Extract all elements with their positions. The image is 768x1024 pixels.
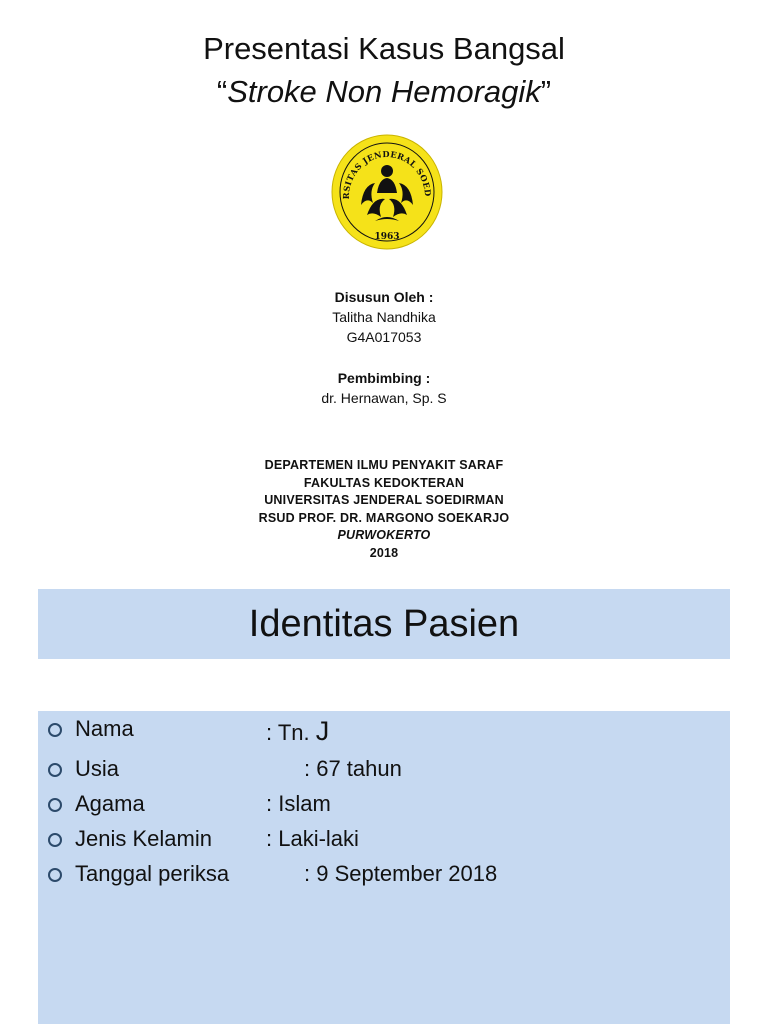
field-value: : 67 tahun xyxy=(304,756,402,781)
list-item xyxy=(38,861,730,895)
author-label: Disusun Oleh : xyxy=(334,289,434,305)
field-value: : Tn. J xyxy=(266,716,330,746)
field-label: Tanggal periksa xyxy=(75,861,230,886)
supervisor-name: dr. Hernawan, Sp. S xyxy=(321,390,447,406)
field-value: : 9 September 2018 xyxy=(304,861,498,886)
identity-title: Identitas Pasien xyxy=(248,602,520,645)
bullet-circle-icon xyxy=(48,763,62,777)
svg-text:1963: 1963 xyxy=(374,232,400,242)
presentation-subtitle: “Stroke Non Hemoragik” xyxy=(216,74,552,109)
department-block xyxy=(0,457,768,562)
bullet-circle-icon xyxy=(48,868,62,882)
supervisor-label: Pembimbing : xyxy=(337,370,431,386)
field-value: : Islam xyxy=(266,791,331,816)
svg-text:UNIVERSITAS JENDERAL SOEDIRMAN: RSITAS JENDERAL SOED xyxy=(340,148,434,200)
dept-line: UNIVERSITAS JENDERAL SOEDIRMAN xyxy=(264,493,504,507)
bullet-circle-icon xyxy=(48,798,62,812)
field-value: : Laki-laki xyxy=(266,826,359,851)
presentation-title: Presentasi Kasus Bangsal xyxy=(203,31,565,66)
field-label: Jenis Kelamin xyxy=(75,826,212,851)
author-name: Talitha Nandhika xyxy=(332,309,436,325)
year: 2018 xyxy=(369,545,399,560)
bullet-circle-icon xyxy=(48,833,62,847)
dept-line: FAKULTAS KEDOKTERAN xyxy=(303,475,465,490)
field-label: Nama xyxy=(75,716,134,741)
identity-panel xyxy=(38,711,730,1024)
author-id: G4A017053 xyxy=(346,329,422,345)
field-label: Usia xyxy=(75,756,120,781)
university-seal-icon xyxy=(331,133,443,251)
list-item xyxy=(38,826,730,860)
field-label: Agama xyxy=(75,791,145,816)
list-item xyxy=(38,756,730,790)
bullet-circle-icon xyxy=(48,723,62,737)
list-item xyxy=(38,716,730,750)
identity-header xyxy=(38,589,730,659)
dept-line: RSUD PROF. DR. MARGONO SOEKARJO xyxy=(258,510,510,525)
city: PURWOKERTO xyxy=(337,528,431,542)
list-item xyxy=(38,791,730,825)
dept-line: DEPARTEMEN ILMU PENYAKIT SARAF xyxy=(264,458,504,472)
